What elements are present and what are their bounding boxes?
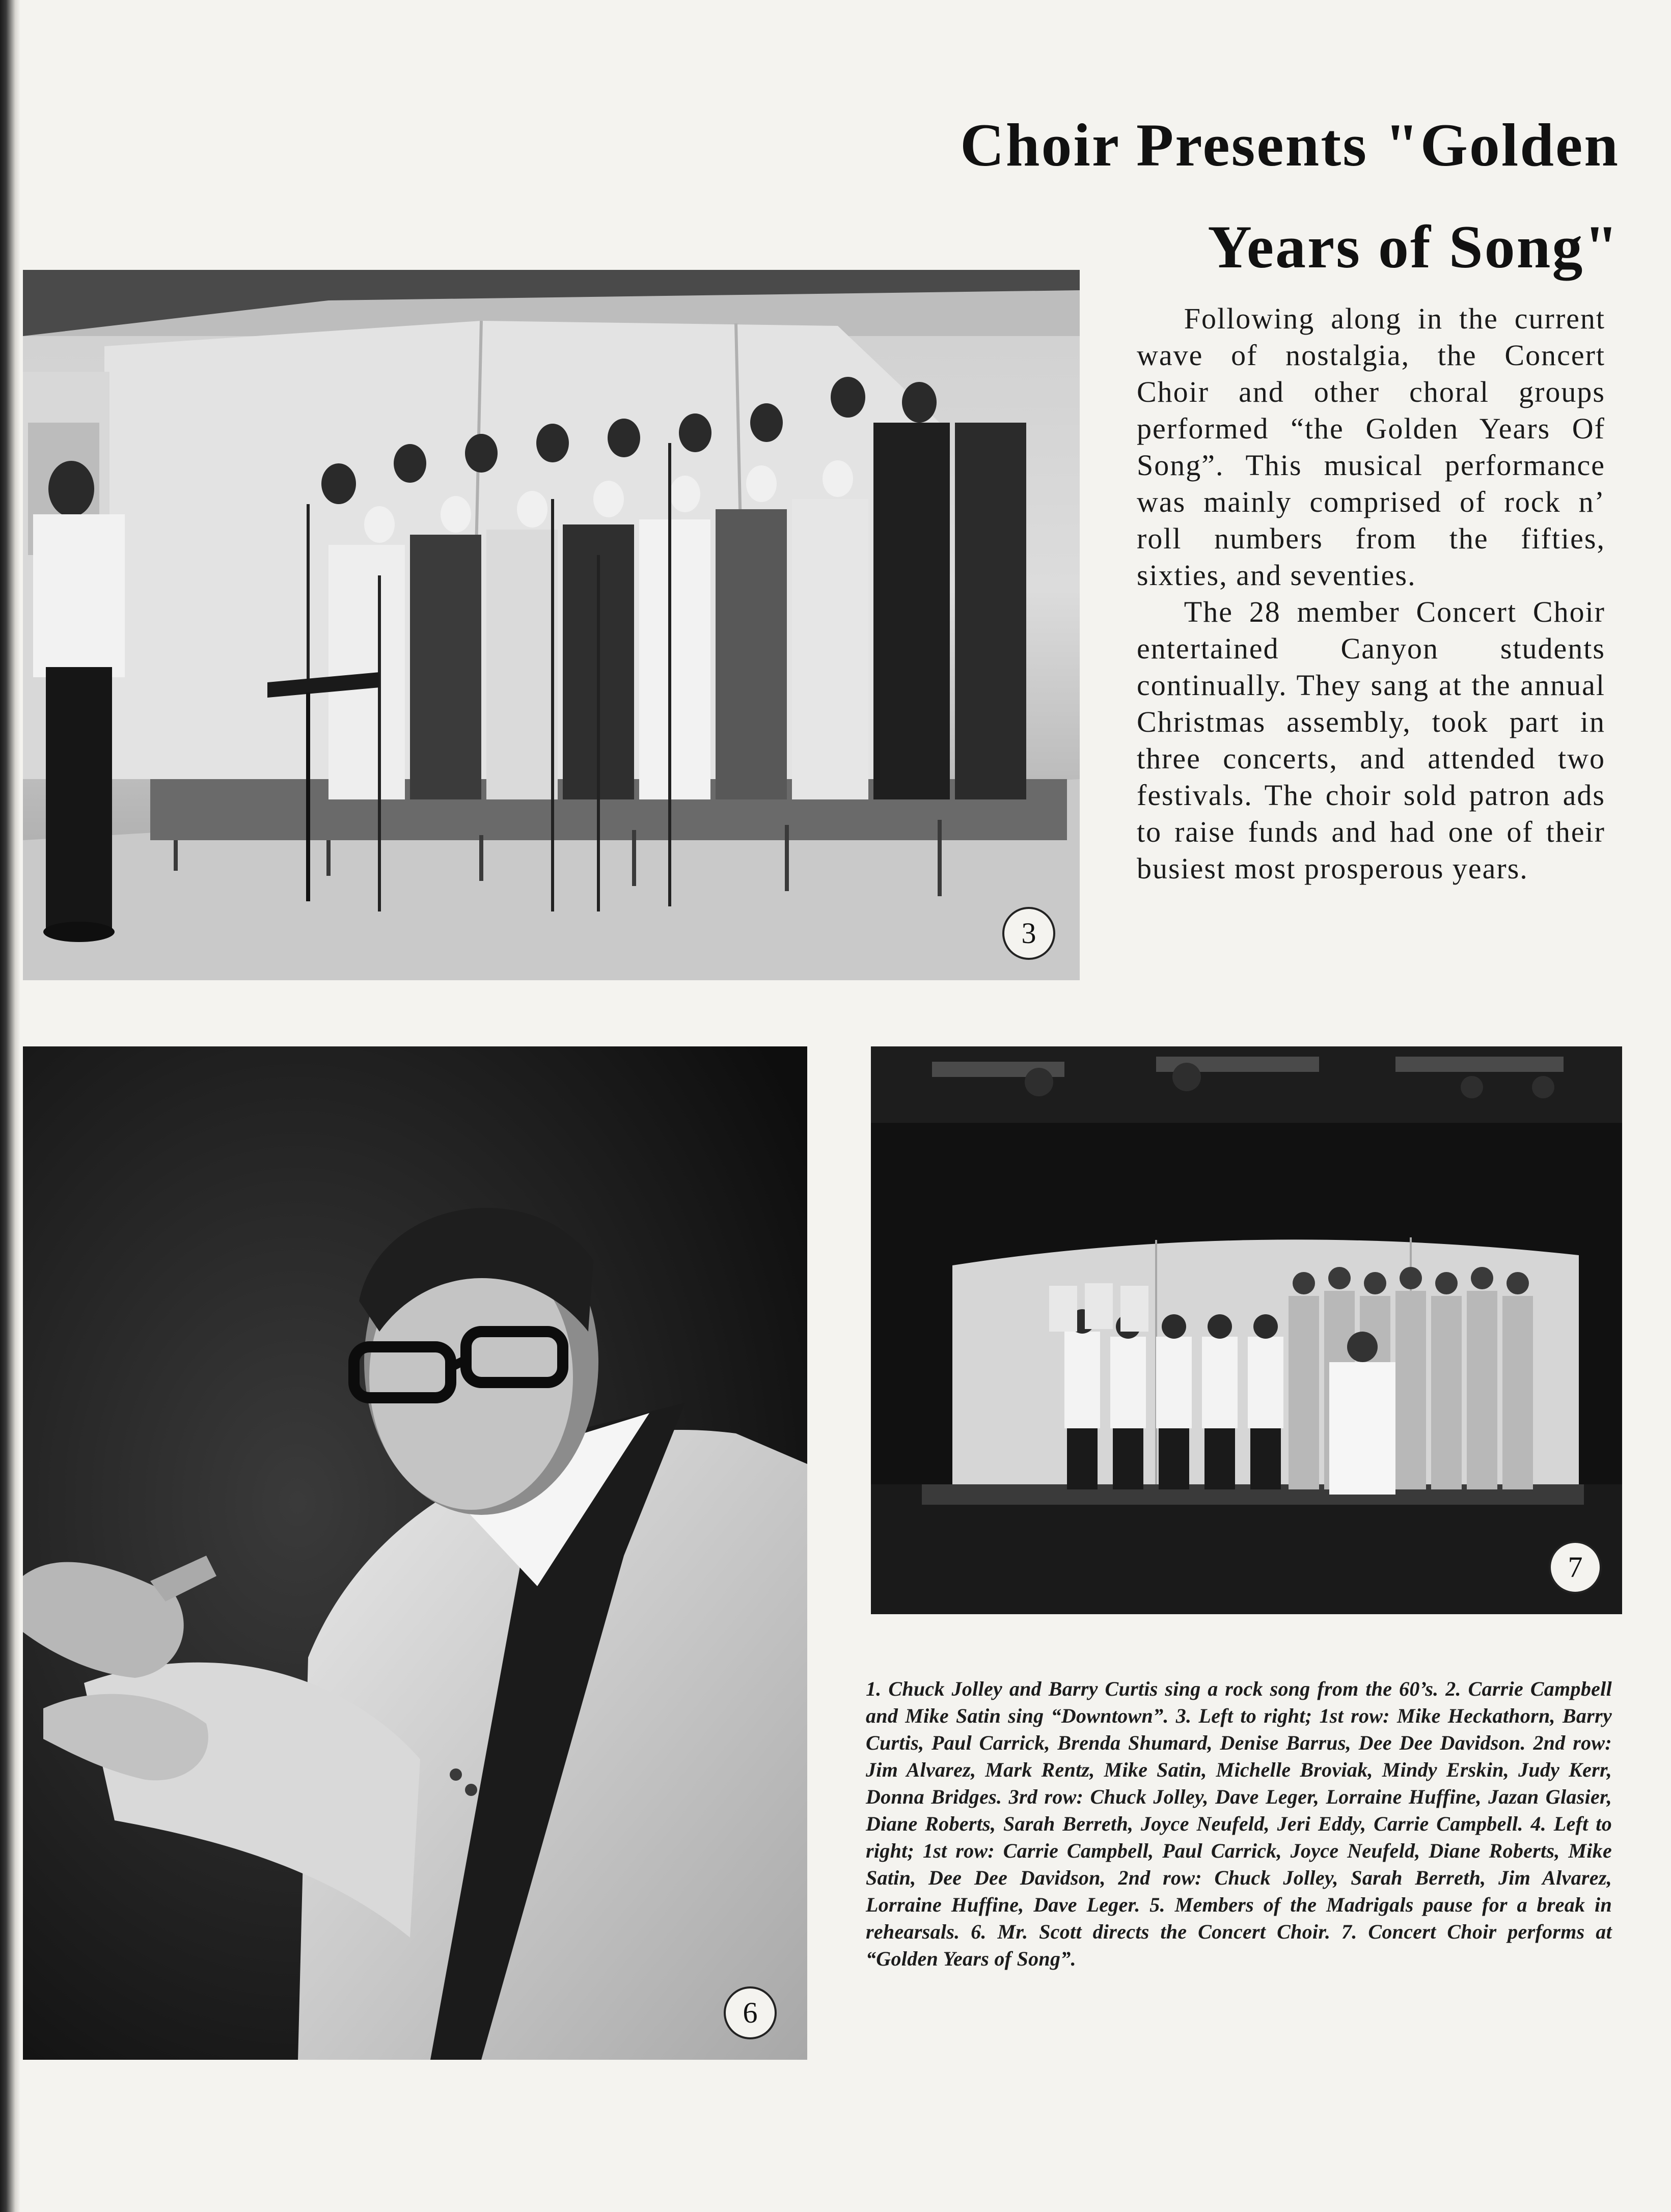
photo-number-badge-3: 3	[1002, 907, 1055, 960]
headline-line-2: Years of Song"	[1208, 213, 1620, 281]
photo-choir-rehearsal	[23, 270, 1080, 980]
photo-concert-choir-stage	[871, 1046, 1622, 1614]
photo-choir-rehearsal-image	[23, 270, 1080, 980]
captions-text: 1. Chuck Jolley and Barry Curtis sing a rock song from the 60’s. 2. Carrie Campbell and Mike Satin sing “Downtown”. 3. Left to right; 1st row: Mike Heckathorn, Barry Curtis, Paul Carrick, Brenda Shumard, Denise Barrus, Dee Dee Davidson. 2nd row: Jim Alvarez, Mark Rentz, Mike Satin, Michelle Broviak, Mindy Erskin, Judy Kerr, Donna Bridges. 3rd row: Chuck Jolley, Dave Leger, Lorraine Huffine, Jazan Glasier, Diane Roberts, Sarah Berreth, Joyce Neufeld, Jeri Eddy, Carrie Campbell. 4. Left to right; 1st row: Carrie Campbell, Paul Carrick, Joyce Neufeld, Diane Roberts, Mike Satin, Dee Dee Davidson, 2nd row: Chuck Jolley, Sarah Berreth, Jim Alvarez, Lorraine Huffine, Dave Leger. 5. Members of the Madrigals pause for a break in rehearsals. 6. Mr. Scott directs the Concert Choir. 7. Concert Choir performs at “Golden Years of Song”.	[866, 1677, 1612, 1970]
photo-captions	[866, 1675, 1612, 1972]
article-paragraph-2: The 28 member Concert Choir entertained Canyon students continually. They sang at the annual Christmas assembly, took part in three concerts, and attended two festivals. The choir sold patron ads to raise funds and had one of their busiest most prosperous years.	[1137, 595, 1605, 885]
photo-director-conducting-image	[23, 1046, 807, 2060]
binding-edge-shadow	[0, 0, 20, 2212]
photo-number-badge-7: 7	[1549, 1541, 1602, 1594]
article-paragraph-1: Following along in the current wave of nostalgia, the Concert Choir and other choral groups performed “the Golden Years Of Song”. This musical performance was mainly comprised of rock n’ roll numbers from the fifties, sixties, and seventies.	[1137, 302, 1605, 592]
article-body	[1137, 300, 1605, 887]
photo-concert-choir-stage-image	[871, 1046, 1622, 1614]
photo-director-conducting	[23, 1046, 807, 2060]
headline-line-1: Choir Presents "Golden	[960, 111, 1620, 179]
photo-number-badge-6: 6	[724, 1986, 777, 2039]
